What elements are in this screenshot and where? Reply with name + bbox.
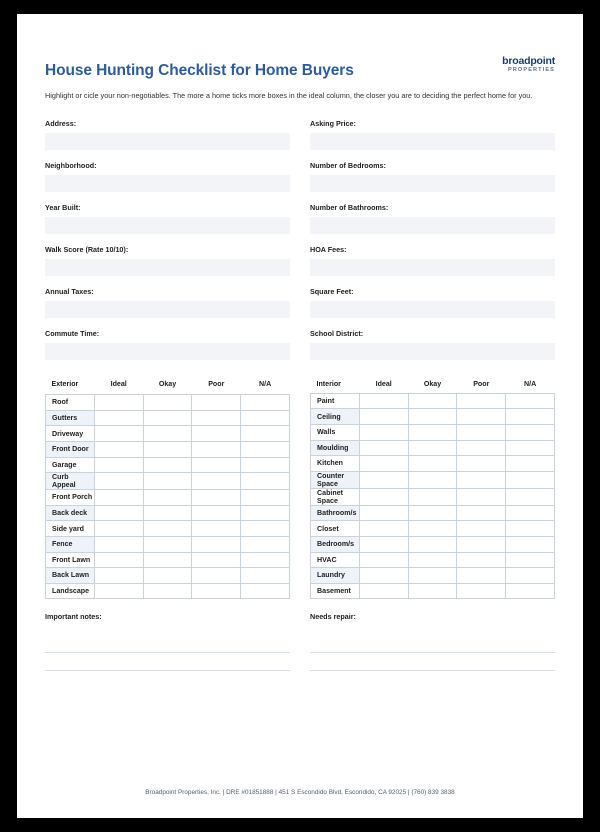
exterior-ideal-checkbox[interactable] xyxy=(94,505,143,521)
interior-poor-checkbox[interactable] xyxy=(457,536,506,552)
exterior-poor-checkbox[interactable] xyxy=(192,521,241,537)
exterior-ideal-checkbox[interactable] xyxy=(94,410,143,426)
interior-item-label: Bathroom/s xyxy=(311,505,360,521)
important-notes-block xyxy=(45,612,290,671)
field-label: Walk Score (Rate 10/10): xyxy=(45,244,129,254)
table-row xyxy=(46,395,290,411)
fields-section xyxy=(45,119,555,371)
interior-na-checkbox[interactable] xyxy=(506,440,555,456)
fields-column-left xyxy=(45,119,290,371)
exterior-okay-checkbox[interactable] xyxy=(143,426,192,442)
column-header: N/A xyxy=(258,380,272,389)
needs-repair-block xyxy=(310,612,555,671)
interior-item-label: Closet xyxy=(311,521,360,537)
bedrooms-input[interactable] xyxy=(310,175,555,192)
interior-okay-checkbox[interactable] xyxy=(408,552,457,568)
interior-okay-checkbox[interactable] xyxy=(408,568,457,584)
field-label: HOA Fees: xyxy=(310,244,347,254)
exterior-item-label: Roof xyxy=(46,395,95,411)
brand-logo xyxy=(502,56,555,74)
interior-na-checkbox[interactable] xyxy=(506,521,555,537)
document-page xyxy=(17,14,583,818)
interior-okay-checkbox[interactable] xyxy=(408,583,457,599)
exterior-ideal-checkbox[interactable] xyxy=(94,536,143,552)
table-row xyxy=(46,521,290,537)
interior-ideal-checkbox[interactable] xyxy=(359,424,408,440)
field-school-district xyxy=(310,329,555,360)
exterior-ideal-checkbox[interactable] xyxy=(94,568,143,584)
bathrooms-input[interactable] xyxy=(310,217,555,234)
page-title: House Hunting Checklist for Home Buyers xyxy=(45,62,354,79)
table-row xyxy=(46,568,290,584)
field-hoa-fees xyxy=(310,245,555,276)
table-row xyxy=(311,471,555,488)
interior-item-label: Counter Space xyxy=(311,471,360,488)
interior-ideal-checkbox[interactable] xyxy=(359,505,408,521)
interior-na-checkbox[interactable] xyxy=(506,568,555,584)
exterior-na-checkbox[interactable] xyxy=(241,410,290,426)
exterior-ideal-checkbox[interactable] xyxy=(94,552,143,568)
exterior-ideal-checkbox[interactable] xyxy=(94,473,143,490)
interior-ideal-checkbox[interactable] xyxy=(359,488,408,505)
important-notes-line[interactable] xyxy=(45,653,290,671)
interior-na-checkbox[interactable] xyxy=(506,505,555,521)
column-header: Exterior xyxy=(51,380,79,389)
interior-okay-checkbox[interactable] xyxy=(408,488,457,505)
needs-repair-line[interactable] xyxy=(310,653,555,671)
exterior-na-checkbox[interactable] xyxy=(241,568,290,584)
interior-na-checkbox[interactable] xyxy=(506,409,555,425)
interior-okay-checkbox[interactable] xyxy=(408,521,457,537)
interior-okay-checkbox[interactable] xyxy=(408,456,457,472)
exterior-ideal-checkbox[interactable] xyxy=(94,426,143,442)
table-row xyxy=(311,505,555,521)
exterior-item-label: Fence xyxy=(46,536,95,552)
field-label: School District: xyxy=(310,328,364,338)
exterior-checklist-table xyxy=(45,380,290,600)
interior-ideal-checkbox[interactable] xyxy=(359,536,408,552)
table-row xyxy=(46,583,290,599)
interior-okay-checkbox[interactable] xyxy=(408,536,457,552)
interior-na-checkbox[interactable] xyxy=(506,583,555,599)
interior-ideal-checkbox[interactable] xyxy=(359,471,408,488)
field-commute-time xyxy=(45,329,290,360)
field-label: Annual Taxes: xyxy=(45,286,94,296)
interior-item-label: Ceiling xyxy=(311,409,360,425)
interior-item-label: Kitchen xyxy=(311,456,360,472)
hoa-fees-input[interactable] xyxy=(310,259,555,276)
exterior-okay-checkbox[interactable] xyxy=(143,441,192,457)
interior-okay-checkbox[interactable] xyxy=(408,409,457,425)
annual-taxes-input[interactable] xyxy=(45,301,290,318)
interior-item-label: Paint xyxy=(311,393,360,409)
document-body xyxy=(45,40,555,671)
exterior-na-checkbox[interactable] xyxy=(241,457,290,473)
table-row xyxy=(311,521,555,537)
column-header: Ideal xyxy=(110,380,127,389)
interior-poor-checkbox[interactable] xyxy=(457,393,506,409)
table-row xyxy=(46,457,290,473)
exterior-item-label: Back deck xyxy=(46,505,95,521)
interior-poor-checkbox[interactable] xyxy=(457,552,506,568)
field-year-built xyxy=(45,203,290,234)
table-header-row xyxy=(311,380,555,394)
exterior-na-checkbox[interactable] xyxy=(241,505,290,521)
field-label: Asking Price: xyxy=(310,118,356,128)
table-row xyxy=(46,410,290,426)
table-row xyxy=(311,536,555,552)
interior-poor-checkbox[interactable] xyxy=(457,409,506,425)
interior-okay-checkbox[interactable] xyxy=(408,393,457,409)
exterior-poor-checkbox[interactable] xyxy=(192,505,241,521)
exterior-poor-checkbox[interactable] xyxy=(192,536,241,552)
brand-name: broadpoint xyxy=(502,55,555,67)
table-row xyxy=(311,393,555,409)
field-address xyxy=(45,119,290,150)
exterior-okay-checkbox[interactable] xyxy=(143,583,192,599)
interior-poor-checkbox[interactable] xyxy=(457,424,506,440)
column-header: Okay xyxy=(423,379,442,388)
exterior-okay-checkbox[interactable] xyxy=(143,521,192,537)
exterior-item-label: Landscape xyxy=(46,583,95,599)
interior-na-checkbox[interactable] xyxy=(506,536,555,552)
field-label: Commute Time: xyxy=(45,328,100,338)
exterior-na-checkbox[interactable] xyxy=(241,441,290,457)
column-header: Poor xyxy=(473,379,490,388)
interior-item-label: Basement xyxy=(311,583,360,599)
exterior-ideal-checkbox[interactable] xyxy=(94,490,143,506)
exterior-okay-checkbox[interactable] xyxy=(143,505,192,521)
interior-item-label: Walls xyxy=(311,424,360,440)
field-label: Number of Bedrooms: xyxy=(310,160,386,170)
interior-item-label: Bedroom/s xyxy=(311,536,360,552)
exterior-item-label: Back Lawn xyxy=(46,568,95,584)
exterior-okay-checkbox[interactable] xyxy=(143,410,192,426)
interior-poor-checkbox[interactable] xyxy=(457,521,506,537)
table-row xyxy=(46,505,290,521)
interior-ideal-checkbox[interactable] xyxy=(359,409,408,425)
interior-ideal-checkbox[interactable] xyxy=(359,456,408,472)
address-input[interactable] xyxy=(45,133,290,150)
exterior-item-label: Curb Appeal xyxy=(46,473,95,490)
column-header: Okay xyxy=(158,380,177,389)
table-row xyxy=(311,456,555,472)
field-neighborhood xyxy=(45,161,290,192)
neighborhood-input[interactable] xyxy=(45,175,290,192)
exterior-poor-checkbox[interactable] xyxy=(192,490,241,506)
needs-repair-line[interactable] xyxy=(310,635,555,653)
exterior-ideal-checkbox[interactable] xyxy=(94,441,143,457)
checklist-section xyxy=(45,380,555,600)
field-annual-taxes xyxy=(45,287,290,318)
interior-checklist-table xyxy=(310,380,555,600)
interior-na-checkbox[interactable] xyxy=(506,424,555,440)
table-row xyxy=(46,426,290,442)
interior-ideal-checkbox[interactable] xyxy=(359,393,408,409)
column-header: N/A xyxy=(523,379,537,388)
exterior-na-checkbox[interactable] xyxy=(241,552,290,568)
exterior-okay-checkbox[interactable] xyxy=(143,473,192,490)
table-row xyxy=(46,536,290,552)
column-header: Interior xyxy=(316,379,341,388)
interior-okay-checkbox[interactable] xyxy=(408,424,457,440)
field-label: Number of Bathrooms: xyxy=(310,202,389,212)
exterior-na-checkbox[interactable] xyxy=(241,583,290,599)
exterior-item-label: Gutters xyxy=(46,410,95,426)
exterior-na-checkbox[interactable] xyxy=(241,473,290,490)
interior-poor-checkbox[interactable] xyxy=(457,471,506,488)
interior-ideal-checkbox[interactable] xyxy=(359,440,408,456)
field-asking-price xyxy=(310,119,555,150)
exterior-poor-checkbox[interactable] xyxy=(192,552,241,568)
commute-time-input[interactable] xyxy=(45,343,290,360)
table-row xyxy=(46,490,290,506)
exterior-item-label: Front Lawn xyxy=(46,552,95,568)
exterior-okay-checkbox[interactable] xyxy=(143,536,192,552)
exterior-na-checkbox[interactable] xyxy=(241,426,290,442)
exterior-okay-checkbox[interactable] xyxy=(143,395,192,411)
year-built-input[interactable] xyxy=(45,217,290,234)
interior-item-label: Moulding xyxy=(311,440,360,456)
exterior-na-checkbox[interactable] xyxy=(241,490,290,506)
exterior-ideal-checkbox[interactable] xyxy=(94,583,143,599)
exterior-poor-checkbox[interactable] xyxy=(192,410,241,426)
intro-text: Highlight or cicle your non-negotiables. The more a home ticks more boxes in the ideal column, the closer you are to deciding the perfect home for you. xyxy=(45,91,533,100)
interior-okay-checkbox[interactable] xyxy=(408,471,457,488)
exterior-item-label: Front Door xyxy=(46,441,95,457)
field-square-feet xyxy=(310,287,555,318)
table-row xyxy=(311,440,555,456)
field-label: Year Built: xyxy=(45,202,81,212)
table-row xyxy=(311,552,555,568)
field-walk-score xyxy=(45,245,290,276)
table-row xyxy=(311,568,555,584)
column-header: Ideal xyxy=(375,379,392,388)
exterior-okay-checkbox[interactable] xyxy=(143,457,192,473)
fields-column-right xyxy=(310,119,555,371)
walk-score-input[interactable] xyxy=(45,259,290,276)
exterior-ideal-checkbox[interactable] xyxy=(94,521,143,537)
interior-okay-checkbox[interactable] xyxy=(408,505,457,521)
exterior-item-label: Driveway xyxy=(46,426,95,442)
document-footer: Broadpoint Properties, Inc. | DRE #01851888 | 451 S Escondido Blvd, Escondido, CA 92025 | (760) 839 3838 xyxy=(145,789,455,796)
table-row xyxy=(311,583,555,599)
exterior-okay-checkbox[interactable] xyxy=(143,490,192,506)
exterior-poor-checkbox[interactable] xyxy=(192,395,241,411)
exterior-item-label: Side yard xyxy=(46,521,95,537)
interior-na-checkbox[interactable] xyxy=(506,456,555,472)
field-bathrooms xyxy=(310,203,555,234)
exterior-na-checkbox[interactable] xyxy=(241,536,290,552)
column-header: Poor xyxy=(208,380,225,389)
school-district-input[interactable] xyxy=(310,343,555,360)
exterior-ideal-checkbox[interactable] xyxy=(94,395,143,411)
interior-na-checkbox[interactable] xyxy=(506,488,555,505)
important-notes-label: Important notes: xyxy=(45,612,102,622)
exterior-poor-checkbox[interactable] xyxy=(192,457,241,473)
interior-item-label: Cabinet Space xyxy=(311,488,360,505)
interior-ideal-checkbox[interactable] xyxy=(359,583,408,599)
interior-na-checkbox[interactable] xyxy=(506,552,555,568)
exterior-item-label: Front Porch xyxy=(46,490,95,506)
interior-ideal-checkbox[interactable] xyxy=(359,568,408,584)
exterior-ideal-checkbox[interactable] xyxy=(94,457,143,473)
interior-poor-checkbox[interactable] xyxy=(457,505,506,521)
exterior-okay-checkbox[interactable] xyxy=(143,568,192,584)
exterior-poor-checkbox[interactable] xyxy=(192,426,241,442)
interior-item-label: HVAC xyxy=(311,552,360,568)
interior-ideal-checkbox[interactable] xyxy=(359,521,408,537)
exterior-poor-checkbox[interactable] xyxy=(192,568,241,584)
table-row xyxy=(311,488,555,505)
exterior-item-label: Garage xyxy=(46,457,95,473)
table-row xyxy=(311,424,555,440)
square-feet-input[interactable] xyxy=(310,301,555,318)
field-label: Neighborhood: xyxy=(45,160,97,170)
exterior-okay-checkbox[interactable] xyxy=(143,552,192,568)
table-header-row xyxy=(46,380,290,395)
field-label: Address: xyxy=(45,118,77,128)
interior-poor-checkbox[interactable] xyxy=(457,568,506,584)
notes-section xyxy=(45,612,555,671)
exterior-poor-checkbox[interactable] xyxy=(192,441,241,457)
table-row xyxy=(46,473,290,490)
exterior-na-checkbox[interactable] xyxy=(241,395,290,411)
interior-na-checkbox[interactable] xyxy=(506,393,555,409)
asking-price-input[interactable] xyxy=(310,133,555,150)
important-notes-line[interactable] xyxy=(45,635,290,653)
brand-tagline: PROPERTIES xyxy=(507,67,555,74)
interior-na-checkbox[interactable] xyxy=(506,471,555,488)
interior-item-label: Laundry xyxy=(311,568,360,584)
interior-okay-checkbox[interactable] xyxy=(408,440,457,456)
interior-poor-checkbox[interactable] xyxy=(457,583,506,599)
field-label: Square Feet: xyxy=(310,286,354,296)
table-row xyxy=(46,441,290,457)
interior-poor-checkbox[interactable] xyxy=(457,456,506,472)
interior-poor-checkbox[interactable] xyxy=(457,440,506,456)
table-row xyxy=(46,552,290,568)
interior-ideal-checkbox[interactable] xyxy=(359,552,408,568)
exterior-poor-checkbox[interactable] xyxy=(192,473,241,490)
interior-poor-checkbox[interactable] xyxy=(457,488,506,505)
needs-repair-label: Needs repair: xyxy=(310,612,356,622)
exterior-poor-checkbox[interactable] xyxy=(192,583,241,599)
field-bedrooms xyxy=(310,161,555,192)
exterior-na-checkbox[interactable] xyxy=(241,521,290,537)
table-row xyxy=(311,409,555,425)
